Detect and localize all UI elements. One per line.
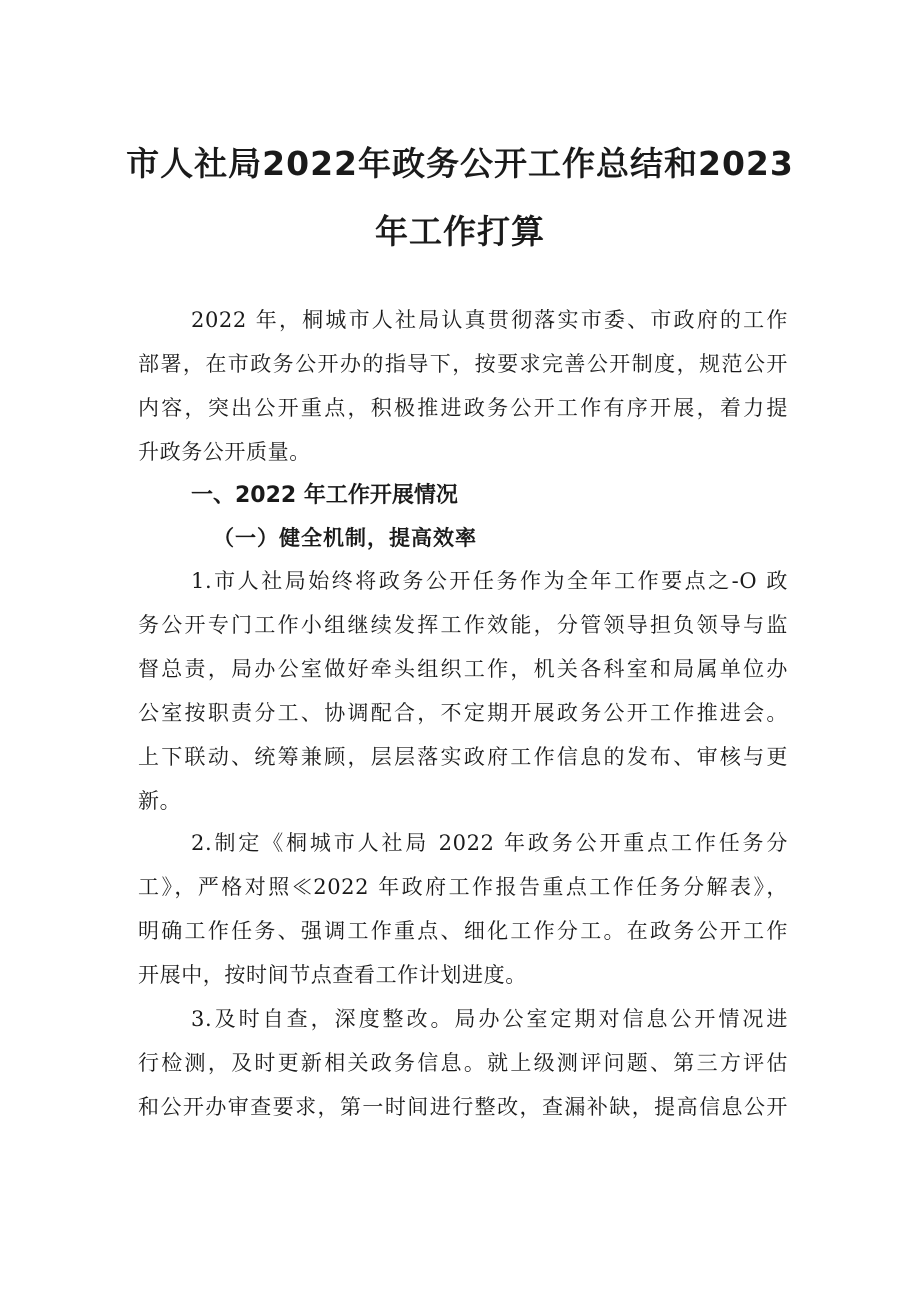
intro-line-4: 升政务公开质量。 bbox=[138, 440, 311, 464]
item1-line-5: 上下联动、统筹兼顾，层层落实政府工作信息的发布、审核与更 bbox=[138, 745, 788, 769]
intro-line-1: 2022 年，桐城市人社局认真贯彻落实市委、市政府的工作 bbox=[191, 308, 788, 332]
item2-line-1: 2.制定《桐城市人社局 2022 年政务公开重点工作任务分 bbox=[191, 831, 788, 855]
item3-line-3: 和公开办审查要求，第一时间进行整改，查漏补缺，提高信息公开 bbox=[138, 1095, 788, 1119]
intro-line-2: 部署，在市政务公开办的指导下，按要求完善公开制度，规范公开 bbox=[138, 352, 788, 376]
item2-line-2: 工》，严格对照≪2022 年政府工作报告重点工作任务分解表》， bbox=[138, 875, 788, 899]
item1-line-2: 务公开专门工作小组继续发挥工作效能，分管领导担负领导与监 bbox=[138, 613, 788, 637]
item2-line-4: 开展中，按时间节点查看工作计划进度。 bbox=[138, 963, 527, 987]
subsection-heading: （一）健全机制，提高效率 bbox=[213, 525, 477, 550]
document-title-line-1: 市人社局2022年政务公开工作总结和2023 bbox=[126, 144, 794, 183]
item1-line-6: 新。 bbox=[138, 789, 182, 813]
item3-line-1: 3.及时自查，深度整改。局办公室定期对信息公开情况进 bbox=[191, 1007, 788, 1031]
item2-line-3: 明确工作任务、强调工作重点、细化工作分工。在政务公开工作 bbox=[138, 919, 788, 943]
item3-line-2: 行检测，及时更新相关政务信息。就上级测评问题、第三方评估 bbox=[138, 1051, 788, 1075]
item1-line-3: 督总责，局办公室做好牵头组织工作，机关各科室和局属单位办 bbox=[138, 657, 788, 681]
section-heading: 一、2022 年工作开展情况 bbox=[191, 483, 458, 508]
intro-line-3: 内容，突出公开重点，积极推进政务公开工作有序开展，着力提 bbox=[138, 396, 788, 420]
item1-line-4: 公室按职责分工、协调配合，不定期开展政务公开工作推进会。 bbox=[138, 701, 788, 725]
document-title-line-2: 年工作打算 bbox=[375, 212, 545, 251]
item1-line-1: 1.市人社局始终将政务公开任务作为全年工作要点之-O 政 bbox=[191, 569, 788, 593]
